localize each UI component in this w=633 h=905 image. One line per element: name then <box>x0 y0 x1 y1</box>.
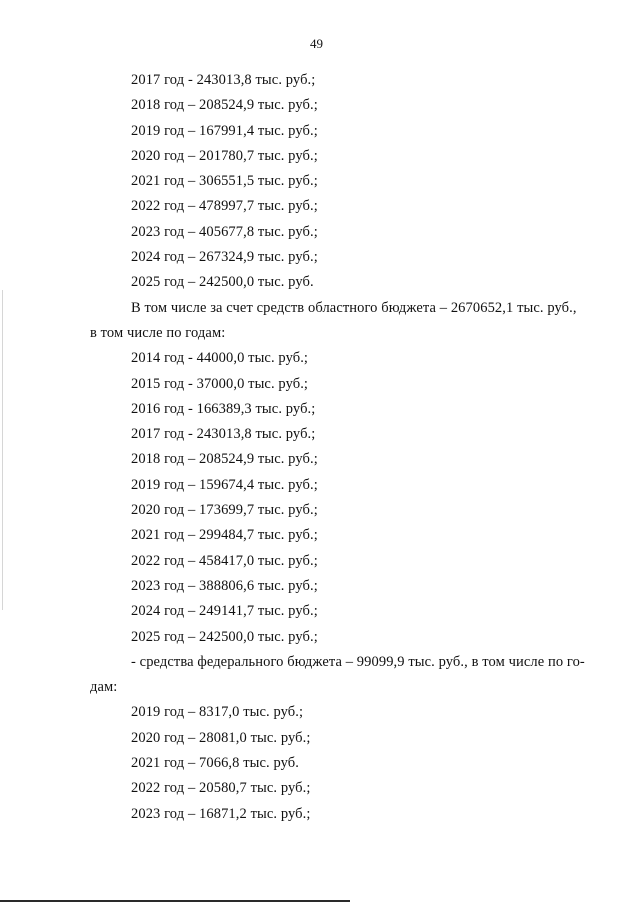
text-line: 2019 год – 167991,4 тыс. руб.; <box>131 122 318 139</box>
text-line: 2020 год – 201780,7 тыс. руб.; <box>131 147 318 164</box>
text-line: 2019 год – 159674,4 тыс. руб.; <box>131 476 318 493</box>
text-line: 2016 год - 166389,3 тыс. руб.; <box>131 400 316 417</box>
text-line: дам: <box>90 679 118 696</box>
page-number: 49 <box>310 36 323 51</box>
text-line: 2024 год – 249141,7 тыс. руб.; <box>131 603 318 620</box>
text-line: 2023 год – 405677,8 тыс. руб.; <box>131 223 318 240</box>
text-line: 2015 год - 37000,0 тыс. руб.; <box>131 375 309 392</box>
text-line: В том числе за счет средств областного бюджета – 2670652,1 тыс. руб., <box>131 299 577 316</box>
text-line: 2020 год – 173699,7 тыс. руб.; <box>131 502 318 519</box>
text-line: - средства федерального бюджета – 99099,9 тыс. руб., в том числе по го- <box>131 653 585 670</box>
text-line: 2022 год – 20580,7 тыс. руб.; <box>131 780 311 797</box>
text-line: 2021 год – 306551,5 тыс. руб.; <box>131 173 318 190</box>
text-line: 2023 год – 16871,2 тыс. руб.; <box>131 805 311 822</box>
text-line: 2021 год – 7066,8 тыс. руб. <box>131 755 300 772</box>
scan-margin-line <box>2 290 3 610</box>
text-line: 2017 год - 243013,8 тыс. руб.; <box>131 72 316 88</box>
text-line: 2014 год - 44000,0 тыс. руб.; <box>131 350 309 367</box>
text-line: 2024 год – 267324,9 тыс. руб.; <box>131 249 318 266</box>
text-line: 2019 год – 8317,0 тыс. руб.; <box>131 704 304 721</box>
text-line: 2020 год – 28081,0 тыс. руб.; <box>131 729 311 746</box>
text-line: 2018 год – 208524,9 тыс. руб.; <box>131 97 318 114</box>
text-line: 2023 год – 388806,6 тыс. руб.; <box>131 577 318 594</box>
text-line: 2025 год – 242500,0 тыс. руб. <box>131 274 314 291</box>
text-line: 2021 год – 299484,7 тыс. руб.; <box>131 527 318 544</box>
text-line: 2022 год – 458417,0 тыс. руб.; <box>131 552 318 569</box>
text-line: 2022 год – 478997,7 тыс. руб.; <box>131 198 318 215</box>
text-line: 2018 год – 208524,9 тыс. руб.; <box>131 451 318 468</box>
text-line: 2017 год - 243013,8 тыс. руб.; <box>131 426 316 443</box>
text-line: 2025 год – 242500,0 тыс. руб.; <box>131 628 318 645</box>
text-body <box>0 68 633 827</box>
footnote-rule <box>0 900 350 902</box>
text-line: в том числе по годам: <box>90 324 226 341</box>
